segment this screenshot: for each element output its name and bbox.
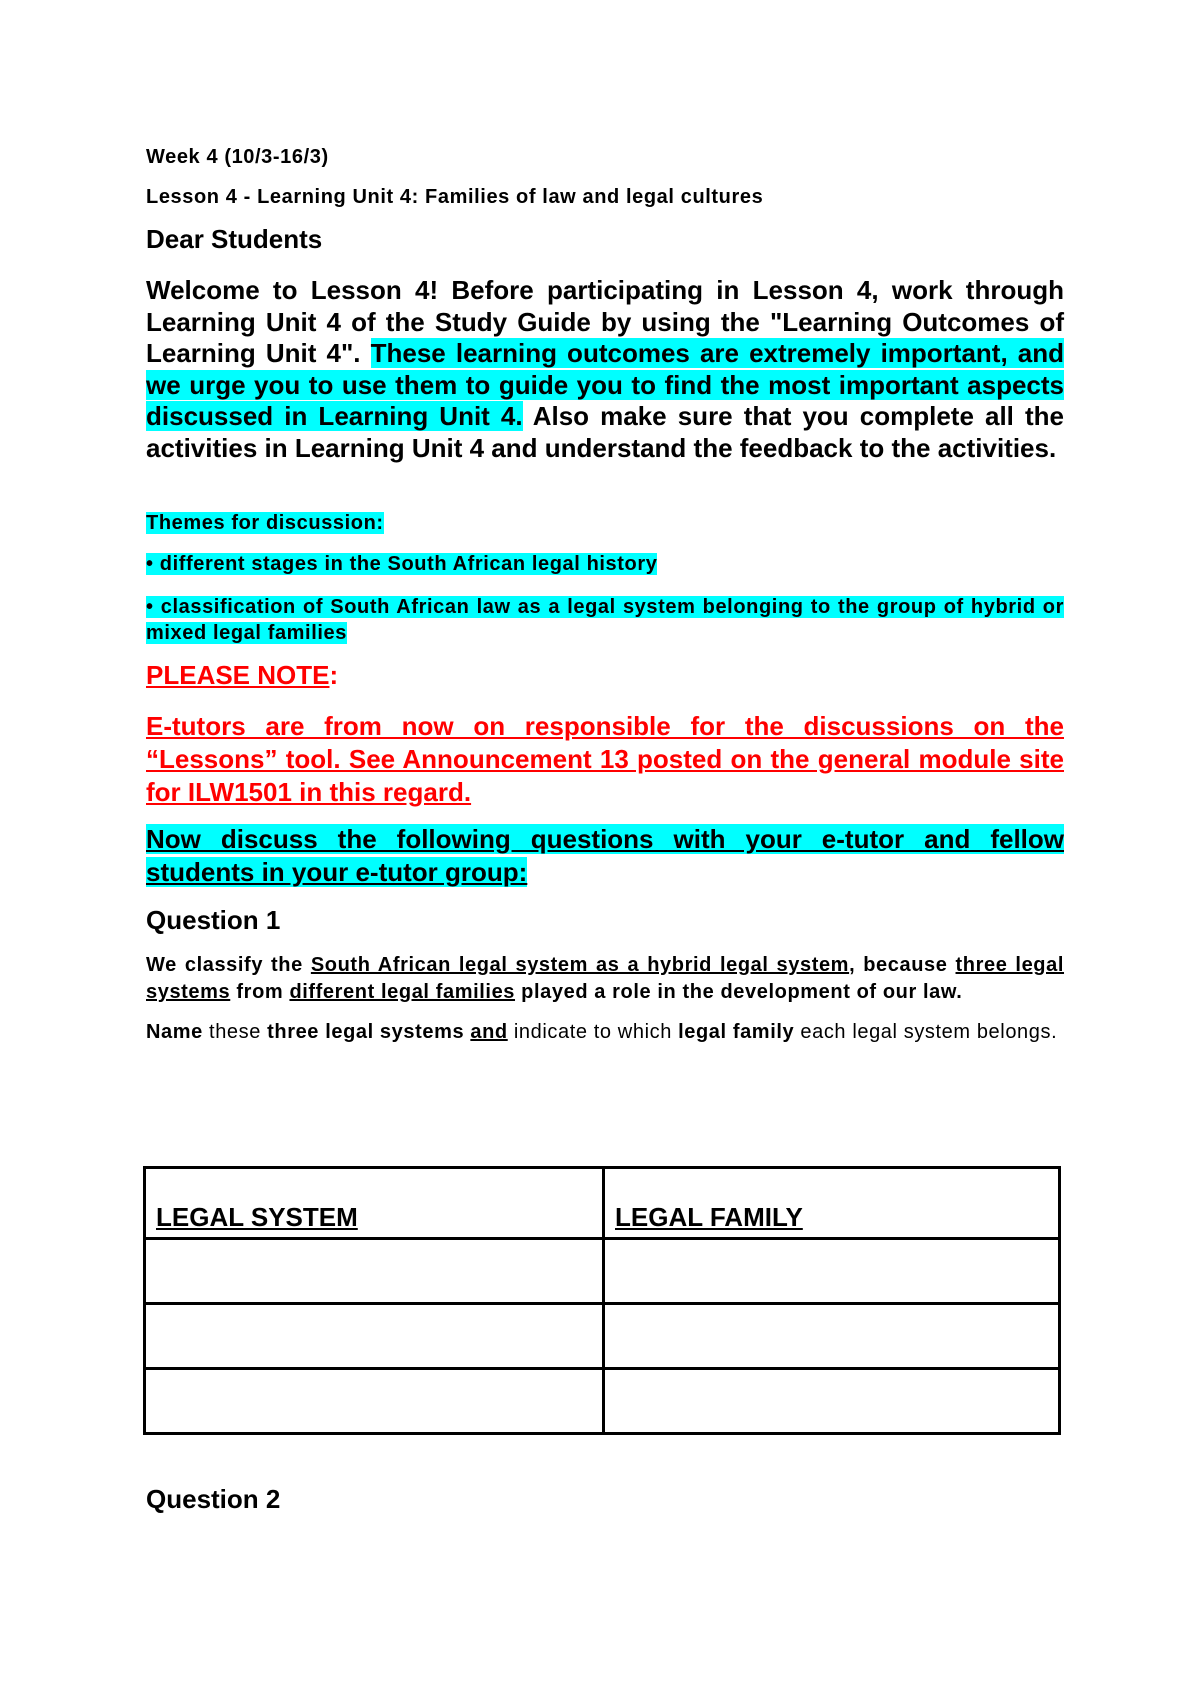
lesson-heading: Lesson 4 - Learning Unit 4: Families of law and legal cultures [146,186,764,208]
welcome-part-1: Welcome to Lesson 4! Before participating in Lesson 4, work through Learning Unit 4 of the Study Guide by using the "Learning Outcomes of Learning Unit 4". [146,275,1064,368]
answer-cell-family[interactable] [604,1239,1060,1304]
theme-item-2: • classification of South African law as a legal system belonging to the group of hybrid or mixed legal families [146,596,1064,644]
question-2-title: Question 2 [146,1484,281,1514]
answer-cell-system[interactable] [145,1239,604,1304]
please-note-heading: PLEASE NOTE: [146,660,339,690]
etutors-notice: E-tutors are from now on responsible for the discussions on the “Lessons” tool. See Announcement 13 posted on the general module site for ILW1501 in this regard. [146,711,1064,807]
theme-item-1: • different stages in the South African legal history [146,553,658,575]
table-header-legal-system: LEGAL SYSTEM [145,1168,604,1239]
table-row [145,1369,1060,1434]
question-1-text: We classify the South African legal system as a hybrid legal system, because three legal systems from different legal families played a role in the development of our law. [146,954,1065,1003]
answer-cell-system[interactable] [145,1304,604,1369]
answer-cell-family[interactable] [604,1304,1060,1369]
table-row [145,1239,1060,1304]
table-row [145,1304,1060,1369]
table-header-legal-family: LEGAL FAMILY [604,1168,1060,1239]
table-header-row [145,1168,1060,1239]
welcome-paragraph [146,275,1064,464]
greeting: Dear Students [146,224,323,254]
question-1-instruction: Name these three legal systems and indicate to which legal family each legal system belongs. [146,1021,1058,1043]
answer-cell-system[interactable] [145,1369,604,1434]
discussion-instruction: Now discuss the following questions with your e-tutor and fellow students in your e-tutor group: [146,824,1064,887]
answer-cell-family[interactable] [604,1369,1060,1434]
welcome-highlight: These learning outcomes are extremely important, and we urge you to use them to guide you to find the most important aspects discussed in Learning Unit 4. [146,338,1064,431]
themes-label: Themes for discussion: [146,512,384,534]
answer-table [143,1166,1061,1435]
week-heading: Week 4 (10/3-16/3) [146,146,329,168]
welcome-part-3: Also make sure that you complete all the activities in Learning Unit 4 and understand the feedback to the activities. [146,401,1064,463]
question-1-title: Question 1 [146,905,281,935]
